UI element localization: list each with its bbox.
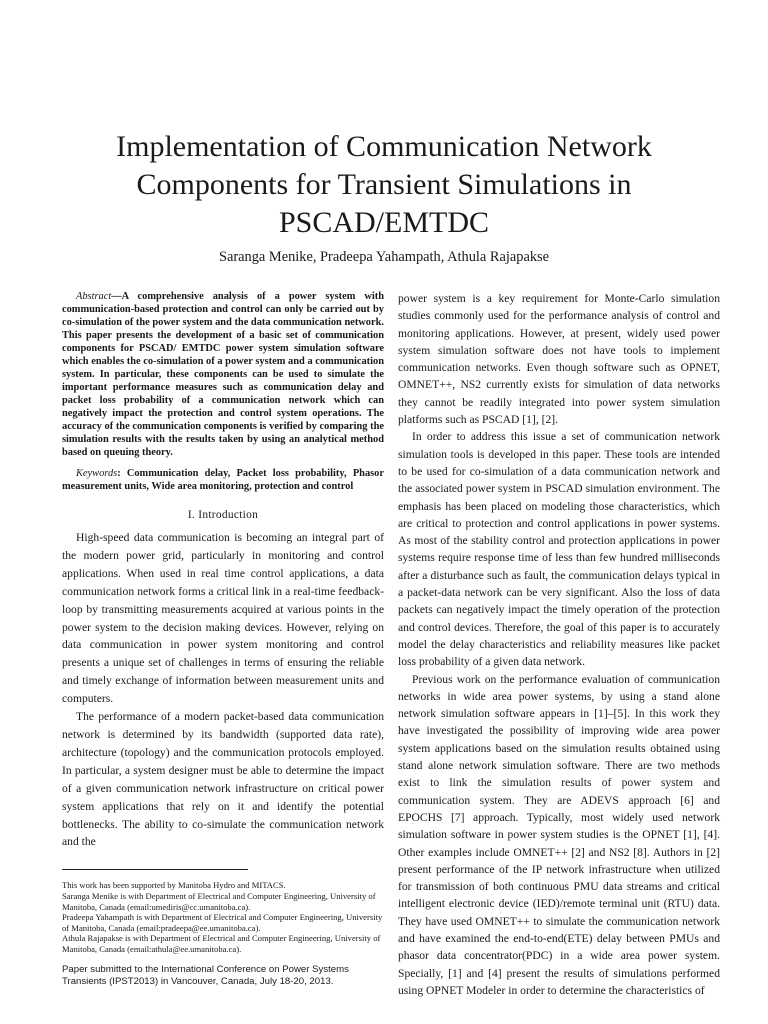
author-list: Saranga Menike, Pradeepa Yahampath, Athula Rajapakse: [218, 249, 550, 265]
submission-note: Paper submitted to the International Conference on Power Systems Transients (IPST2013) in Vancouver, Canada, July 18-20, 2013.: [62, 964, 349, 987]
intro-paragraph-5: Previous work on the performance evaluation of communication networks in wide area power systems, by using a stand alone network simulation software appears in [1]–[5]. In this work they have investigated the possibility of improving wide area power system applications based on the simulation results obtained using stand alone network simulation software. There are two methods exist to link the simulation results of power system and communication system. They are ADEVS approach [6] and EPOCHS [7] approach. Typically, most widely used network simulation software in power system studies is the OPNET [1], [4]. Other examples include OMNET++ [2] and NS2 [8]. Authors in [2] present performance of the IP network infrastructure when utilized for transmission of both continuous PMU data streams and critical intelligent electronic device (IED)/remote terminal unit (RTU) data. They have used OMNET++ to simulate the communication network and have examined the end-to-end(ETE) delay between PMUs and phasor data concentrator(PDC) in a wide area power system. Specially, [1] and [4] present the results of simulations performed using OPNET Modeler in order to determine the characteristics of: [398, 672, 720, 997]
intro-paragraph-1: High-speed data communication is becoming an integral part of the modern power grid, particularly in monitoring and control applications. When used in real time control applications, a data communication network forms a critical link in a real-time feedback-loop by transmitting measurements acquired at various points in the power system to the decision making devices. However, relying on data communication in power system monitoring and control presents a unique set of challenges in terms of ensuring the reliable and timely exchange of information between measurement units and computers.: [62, 531, 384, 706]
keywords-label: Keywords: [76, 468, 118, 479]
right-column: [398, 290, 720, 999]
footnote-author-1: Saranga Menike is with Department of Electrical and Computer Engineering, University of Manitoba, Canada (email:umediris@cc.umanitoba.ca).: [62, 890, 376, 912]
left-column: [62, 290, 384, 987]
keywords-text: : Communication delay, Packet loss probability, Phasor measurement units, Wide area monitoring, protection and control: [62, 468, 384, 492]
intro-paragraph-3: power system is a key requirement for Monte-Carlo simulation studies commonly used for the performance analysis of control and monitoring applications. However, at present, widely used power system simulation software does not have tools to implement communication networks. Even though software such as OPNET, OMNET++, NS2 currently exists for simulation of data networks they cannot be readily integrated into power system simulation platforms such as PSCAD [1], [2].: [398, 292, 720, 427]
intro-paragraph-2: The performance of a modern packet-based data communication network is determined by its bandwidth (supported data rate), architecture (topology) and the communication protocols employed. In particular, a system designer must be able to determine the impact of a given communication network infrastructure on critical power system applications that rely on it and identify the potential bottlenecks. The ability to co-simulate the communication network and the: [62, 710, 384, 849]
abstract: [62, 290, 384, 459]
footnote-author-3: Athula Rajapakse is with Department of Electrical and Computer Engineering, University of Manitoba, Canada (email:athula@ee.umanitoba.ca).: [62, 933, 381, 954]
footnote-divider: [62, 869, 248, 870]
footnote-funding: This work has been supported by Manitoba Hydro and MITACS.: [62, 880, 286, 891]
intro-paragraph-4: In order to address this issue a set of communication network simulation tools is developed in this paper. These tools are intended to be used for co-simulation of a data communication network and the associated power system in PSCAD simulation environment. The emphasis has been placed on modeling those characteristics, which are critical to protection and control applications in power systems. As most of the stability control and protection applications in power systems require response time of less than few hundred milliseconds after a disturbance such as fault, the communication delays typical in a packet-data network can be very significant. Also the loss of data packets can negatively impact the timely operation of the protection and control devices. Therefore, the goal of this paper is to accurately model the delay characteristics and reliability measures like packet loss probability of a given data network.: [398, 430, 720, 669]
section-heading-introduction: I. Introduction: [187, 509, 259, 521]
paper-title: Implementation of Communication Network Components for Transient Simulations in PSCAD/EMTDC: [116, 130, 652, 239]
abstract-text: —A comprehensive analysis of a power system with communication-based protection and control can only be carried out by co-simulation of the power system and the data communication network. This paper presents the development of a basic set of communication components for PSCAD/ EMTDC power system simulation software which enables the co-simulation of a power system and a communication system. In particular, these components can be used to simulate the important performance measures such as communication delay and packet loss probability of a communication network which can negatively impact the protection and control system operations. The accuracy of the communication components is verified by comparing the simulation results with the results taken by using an analytical method based on queuing theory.: [62, 291, 384, 458]
footnote-author-2: Pradeepa Yahampath is with Department of Electrical and Computer Engineering, University of Manitoba, Canada (email:pradeepa@ee.umanitoba.ca).: [62, 912, 383, 933]
abstract-label: Abstract: [76, 291, 112, 302]
keywords: [62, 467, 384, 493]
